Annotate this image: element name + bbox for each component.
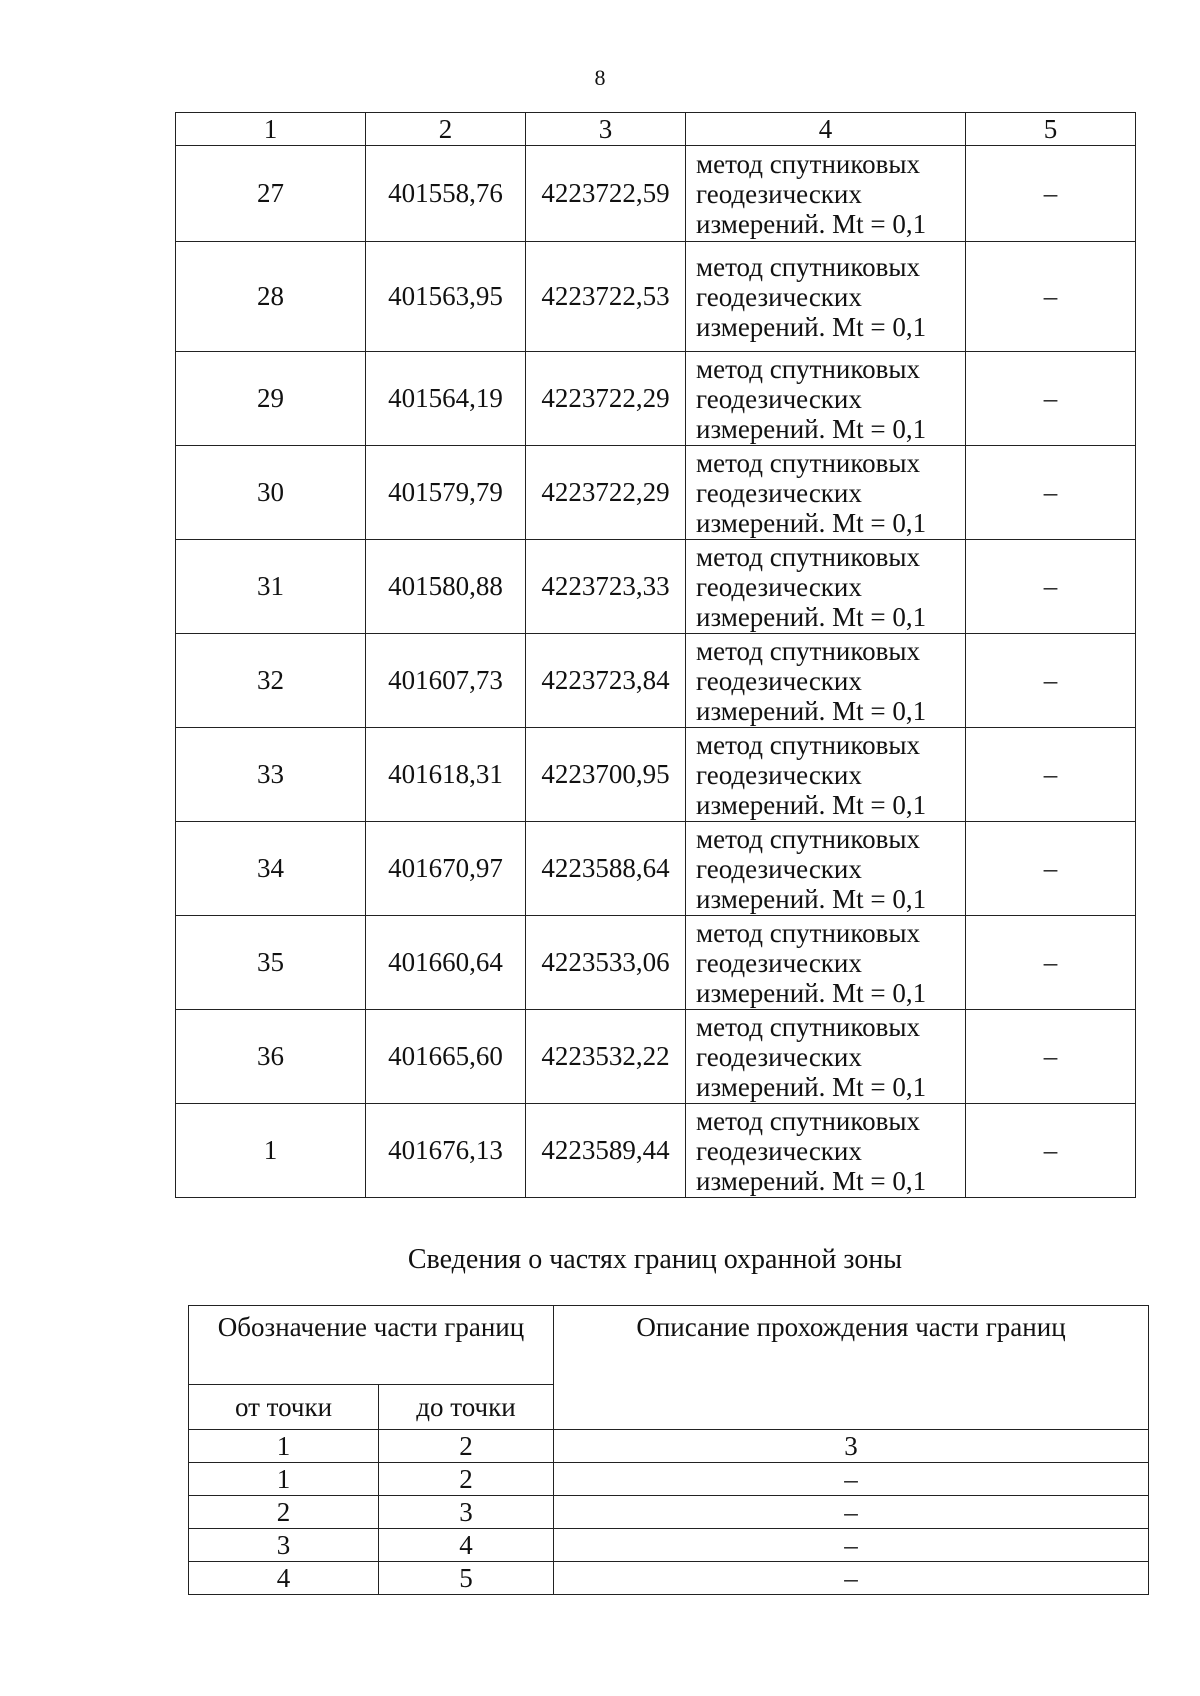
parts-header-row: [189, 1306, 1149, 1385]
from-point-header: от точки: [189, 1385, 379, 1430]
y-coordinate-cell: 4223723,33: [526, 540, 686, 634]
method-cell: [686, 446, 966, 540]
method-line: геодезических: [696, 383, 862, 414]
method-line: измерений. Mt = 0,1: [696, 1165, 927, 1196]
boundary-parts-table: [188, 1305, 1149, 1595]
y-coordinate-cell: 4223722,59: [526, 146, 686, 242]
y-coordinate-cell: 4223722,53: [526, 242, 686, 352]
to-point-header: до точки: [379, 1385, 554, 1430]
method-line: метод спутниковых: [696, 917, 920, 948]
note-cell: –: [966, 242, 1136, 352]
note-cell: –: [966, 540, 1136, 634]
description-cell: –: [554, 1562, 1149, 1595]
table-row: [176, 822, 1136, 916]
table-row: [189, 1529, 1149, 1562]
x-coordinate-cell: 401563,95: [366, 242, 526, 352]
column-number-header: 4: [686, 113, 966, 146]
y-coordinate-cell: 4223588,64: [526, 822, 686, 916]
description-cell: –: [554, 1529, 1149, 1562]
method-line: измерений. Mt = 0,1: [696, 601, 927, 632]
table-row: [176, 634, 1136, 728]
note-cell: –: [966, 146, 1136, 242]
method-cell: [686, 916, 966, 1010]
column-number: 2: [379, 1430, 554, 1463]
x-coordinate-cell: 401607,73: [366, 634, 526, 728]
x-coordinate-cell: 401580,88: [366, 540, 526, 634]
x-coordinate-cell: 401670,97: [366, 822, 526, 916]
column-number-header: 5: [966, 113, 1136, 146]
table-row: [176, 352, 1136, 446]
method-line: метод спутниковых: [696, 251, 920, 282]
to-point-cell: 4: [379, 1529, 554, 1562]
to-point-cell: 5: [379, 1562, 554, 1595]
from-point-cell: 1: [189, 1463, 379, 1496]
note-cell: –: [966, 822, 1136, 916]
y-coordinate-cell: 4223722,29: [526, 446, 686, 540]
method-line: геодезических: [696, 1041, 862, 1072]
x-coordinate-cell: 401618,31: [366, 728, 526, 822]
note-cell: –: [966, 634, 1136, 728]
x-coordinate-cell: 401564,19: [366, 352, 526, 446]
method-line: измерений. Mt = 0,1: [696, 208, 927, 239]
method-line: измерений. Mt = 0,1: [696, 789, 927, 820]
method-line: измерений. Mt = 0,1: [696, 413, 927, 444]
method-line: метод спутниковых: [696, 447, 920, 478]
y-coordinate-cell: 4223532,22: [526, 1010, 686, 1104]
method-line: геодезических: [696, 759, 862, 790]
description-header: Описание прохождения части границ: [554, 1306, 1149, 1430]
method-line: измерений. Mt = 0,1: [696, 977, 927, 1008]
column-number-header: 3: [526, 113, 686, 146]
point-number-cell: 28: [176, 242, 366, 352]
method-cell: [686, 728, 966, 822]
method-line: геодезических: [696, 178, 862, 209]
method-line: измерений. Mt = 0,1: [696, 1071, 927, 1102]
method-cell: [686, 1104, 966, 1198]
point-number-cell: 30: [176, 446, 366, 540]
method-line: геодезических: [696, 853, 862, 884]
point-number-cell: 35: [176, 916, 366, 1010]
method-cell: [686, 352, 966, 446]
method-line: метод спутниковых: [696, 541, 920, 572]
from-point-cell: 4: [189, 1562, 379, 1595]
table-row: [176, 446, 1136, 540]
method-line: метод спутниковых: [696, 635, 920, 666]
to-point-cell: 2: [379, 1463, 554, 1496]
method-line: метод спутниковых: [696, 148, 920, 179]
y-coordinate-cell: 4223723,84: [526, 634, 686, 728]
table-row: [176, 540, 1136, 634]
coordinates-header-row: [176, 113, 1136, 146]
note-cell: –: [966, 1010, 1136, 1104]
note-cell: –: [966, 916, 1136, 1010]
y-coordinate-cell: 4223589,44: [526, 1104, 686, 1198]
to-point-cell: 3: [379, 1496, 554, 1529]
from-point-cell: 3: [189, 1529, 379, 1562]
method-line: метод спутниковых: [696, 353, 920, 384]
method-line: метод спутниковых: [696, 729, 920, 760]
method-line: геодезических: [696, 477, 862, 508]
column-number: 3: [554, 1430, 1149, 1463]
method-line: геодезических: [696, 1135, 862, 1166]
method-line: метод спутниковых: [696, 1105, 920, 1136]
method-line: геодезических: [696, 947, 862, 978]
x-coordinate-cell: 401558,76: [366, 146, 526, 242]
table-row: [176, 1104, 1136, 1198]
point-number-cell: 1: [176, 1104, 366, 1198]
table-row: [176, 916, 1136, 1010]
note-cell: –: [966, 446, 1136, 540]
table-row: [189, 1562, 1149, 1595]
point-number-cell: 31: [176, 540, 366, 634]
table-row: [176, 728, 1136, 822]
method-line: геодезических: [696, 571, 862, 602]
x-coordinate-cell: 401665,60: [366, 1010, 526, 1104]
table-row: [189, 1463, 1149, 1496]
point-number-cell: 36: [176, 1010, 366, 1104]
point-number-cell: 27: [176, 146, 366, 242]
method-cell: [686, 634, 966, 728]
method-cell: [686, 146, 966, 242]
method-cell: [686, 540, 966, 634]
point-number-cell: 29: [176, 352, 366, 446]
column-number: 1: [189, 1430, 379, 1463]
method-cell: [686, 822, 966, 916]
table-row: [189, 1496, 1149, 1529]
method-cell: [686, 242, 966, 352]
table-row: [176, 1010, 1136, 1104]
section-title: Сведения о частях границ охранной зоны: [407, 1244, 903, 1275]
method-line: геодезических: [696, 665, 862, 696]
method-line: геодезических: [696, 281, 862, 312]
point-number-cell: 32: [176, 634, 366, 728]
column-number-header: 1: [176, 113, 366, 146]
y-coordinate-cell: 4223722,29: [526, 352, 686, 446]
x-coordinate-cell: 401660,64: [366, 916, 526, 1010]
y-coordinate-cell: 4223700,95: [526, 728, 686, 822]
designation-header: Обозначение части границ: [189, 1306, 554, 1385]
x-coordinate-cell: 401676,13: [366, 1104, 526, 1198]
page-number: 8: [594, 65, 606, 90]
method-line: измерений. Mt = 0,1: [696, 507, 927, 538]
description-cell: –: [554, 1463, 1149, 1496]
note-cell: –: [966, 1104, 1136, 1198]
method-line: метод спутниковых: [696, 1011, 920, 1042]
coordinates-table: [175, 112, 1136, 1198]
point-number-cell: 34: [176, 822, 366, 916]
method-line: метод спутниковых: [696, 823, 920, 854]
from-point-cell: 2: [189, 1496, 379, 1529]
point-number-cell: 33: [176, 728, 366, 822]
note-cell: –: [966, 728, 1136, 822]
table-row: [176, 146, 1136, 242]
description-cell: –: [554, 1496, 1149, 1529]
y-coordinate-cell: 4223533,06: [526, 916, 686, 1010]
method-line: измерений. Mt = 0,1: [696, 695, 927, 726]
x-coordinate-cell: 401579,79: [366, 446, 526, 540]
method-cell: [686, 1010, 966, 1104]
column-number-header: 2: [366, 113, 526, 146]
note-cell: –: [966, 352, 1136, 446]
method-line: измерений. Mt = 0,1: [696, 311, 927, 342]
method-line: измерений. Mt = 0,1: [696, 883, 927, 914]
table-row: [176, 242, 1136, 352]
parts-column-numbers-row: [189, 1430, 1149, 1463]
